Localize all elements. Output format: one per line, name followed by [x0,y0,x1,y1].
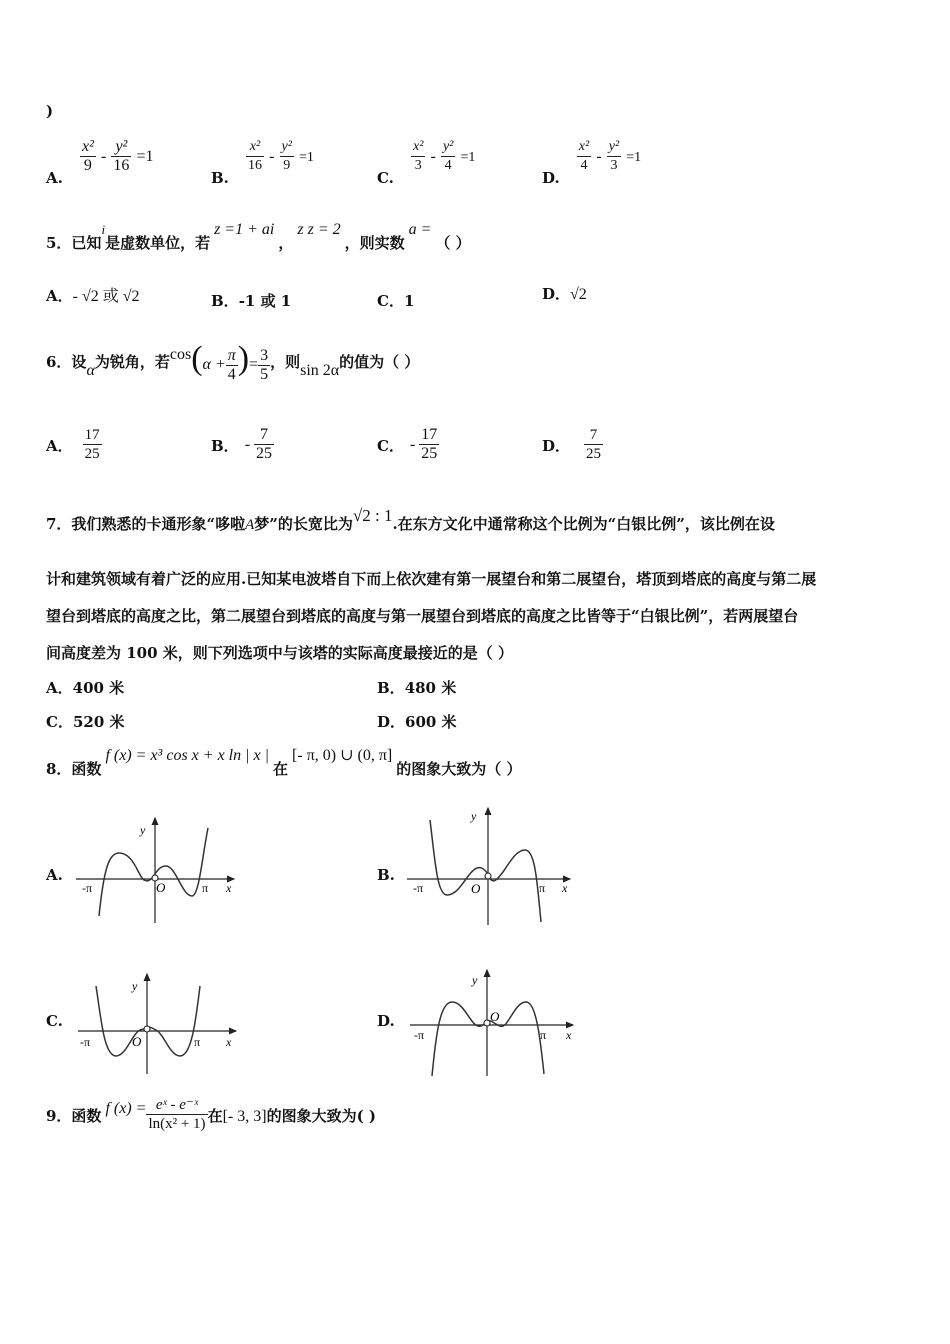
q5-option-b: B．-1 或 1 [211,292,292,310]
x-label: x [226,881,232,895]
option-label: B. [211,169,229,187]
q6-option-d: D． $\frac{7}{25}$ [542,427,602,462]
svg-text:-π: -π [413,881,424,895]
svg-text:-π: -π [414,1028,425,1042]
q9-stem: 9．函数 f (x) = $\frac{\text{eˣ - e⁻ˣ}}{\text{ln(x² + 1)}}$ 在[- 3, 3]的图象大致为( ) [46,1097,376,1132]
svg-text:O: O [132,1034,142,1049]
fraction: $\frac{3}{5}$ [260,346,269,383]
option-label: D. [542,169,560,187]
svg-text:x: x [226,1035,232,1049]
q7-line3: 望台到塔底的高度之比，第二展望台到塔底的高度与第一展望台到塔底的高度之比皆等于“白银比例”，若两展望台 [46,607,799,625]
svg-text:x: x [566,1028,572,1042]
q7-line2: 计和建筑领域有着广泛的应用.已知某电波塔自下而上依次建有第一展望台和第二展望台，塔顶到塔底的高度与第二展 [46,570,817,588]
q8-graph-b [405,800,580,930]
fraction: $\frac{17}{25}$ [84,427,100,462]
q8-option-c-label: C. [46,1012,63,1030]
svg-text:π: π [540,1028,547,1042]
q8-graph-a [74,808,244,928]
svg-text:π: π [539,881,546,895]
origin-label: O [156,880,166,895]
svg-text:y: y [472,973,478,987]
fraction: $\frac{\text{x²}}{3}$ [413,139,424,173]
q8-option-b-label: B. [377,866,395,884]
q4-option-a: A. $\frac{\text{x²}}{9}$ - $\frac{\text{y²}}{16}$ =1 [46,138,154,187]
fraction: $\frac{7}{25}$ [256,426,273,462]
fraction: $\frac{\text{y²}}{4}$ [442,139,454,173]
fraction: $\frac{\text{eˣ - e⁻ˣ}}{\text{ln(x² + 1)}}$ [148,1097,206,1132]
q8-option-a-label: A. [46,866,63,884]
q6-stem: 6．设α为锐角，若cos(α + $\frac{\pi}{4}$ )= $\frac{3}{5}$ ，则sin 2α的值为（ ） [46,340,420,383]
svg-text:-π: -π [80,1035,91,1049]
fraction: $\frac{\pi}{4}$ [227,346,236,383]
fraction: $\frac{\text{x²}}{9}$ [81,138,94,174]
fraction: $\frac{\text{x²}}{16}$ [248,139,262,173]
q7-line1: 7．我们熟悉的卡通形象“哆啦A梦”的长宽比为√2 : 1.在东方文化中通常称这个比例为“白银比例”，该比例在设 [46,506,775,533]
q7-option-a: A．400 米 [46,679,125,697]
curve [99,828,208,916]
q4-option-d: D. $\frac{\text{x²}}{4}$ - $\frac{\text{y²}}{3}$ =1 [542,139,642,187]
svg-text:y: y [132,979,138,993]
fraction: $\frac{\text{y²}}{3}$ [608,139,620,173]
option-label: A. [46,169,63,187]
svg-text:O: O [490,1009,500,1024]
q5-option-d: D．√2 [542,285,587,303]
svg-text:x: x [562,881,568,895]
q6-option-b: B． - $\frac{7}{25}$ [211,426,273,462]
q6-option-a: A． $\frac{17}{25}$ [46,427,100,462]
svg-text:y: y [471,809,477,823]
q4-option-c: C. $\frac{\text{x²}}{3}$ - $\frac{\text{y²}}{4}$ =1 [377,139,476,187]
q5-option-c: C．1 [377,292,415,310]
fraction: $\frac{\text{y²}}{16}$ [113,138,130,174]
fraction: $\frac{7}{25}$ [586,427,602,462]
y-label: y [140,823,146,837]
q7-option-c: C．520 米 [46,713,125,731]
option-label: C. [377,169,394,187]
q5-option-a: A．- √2 或 √2 [46,287,140,305]
svg-text:O: O [471,881,481,896]
q7-option-d: D．600 米 [377,713,457,731]
q8-graph-c [76,968,246,1078]
fraction: $\frac{\text{y²}}{9}$ [281,139,292,173]
q5-stem: 5．已知i是虚数单位，若z =1 + ai，z z = 2，则实数a =（ ） [46,221,471,252]
pi-label: π [202,881,209,895]
q8-graph-d [408,964,580,1082]
q7-option-b: B．480 米 [377,679,457,697]
q7-line4: 间高度差为 100 米，则下列选项中与该塔的实际高度最接近的是（ ） [46,644,513,662]
neg-pi-label: -π [82,881,93,895]
fraction: $\frac{\text{x²}}{4}$ [578,139,590,173]
svg-text:π: π [194,1035,201,1049]
q4-option-b: B. $\frac{\text{x²}}{16}$ - $\frac{\text{y²}}{9}$ =1 [211,139,314,187]
continued-paren: ) [46,102,54,120]
q8-option-d-label: D. [377,1012,395,1030]
q8-stem: 8．函数f (x) = x³ cos x + x ln | x |在[- π, 0) ∪ (0, π]的图象大致为（ ） [46,747,522,778]
q6-option-c: C． - $\frac{17}{25}$ [377,426,438,462]
fraction: $\frac{17}{25}$ [421,426,438,462]
